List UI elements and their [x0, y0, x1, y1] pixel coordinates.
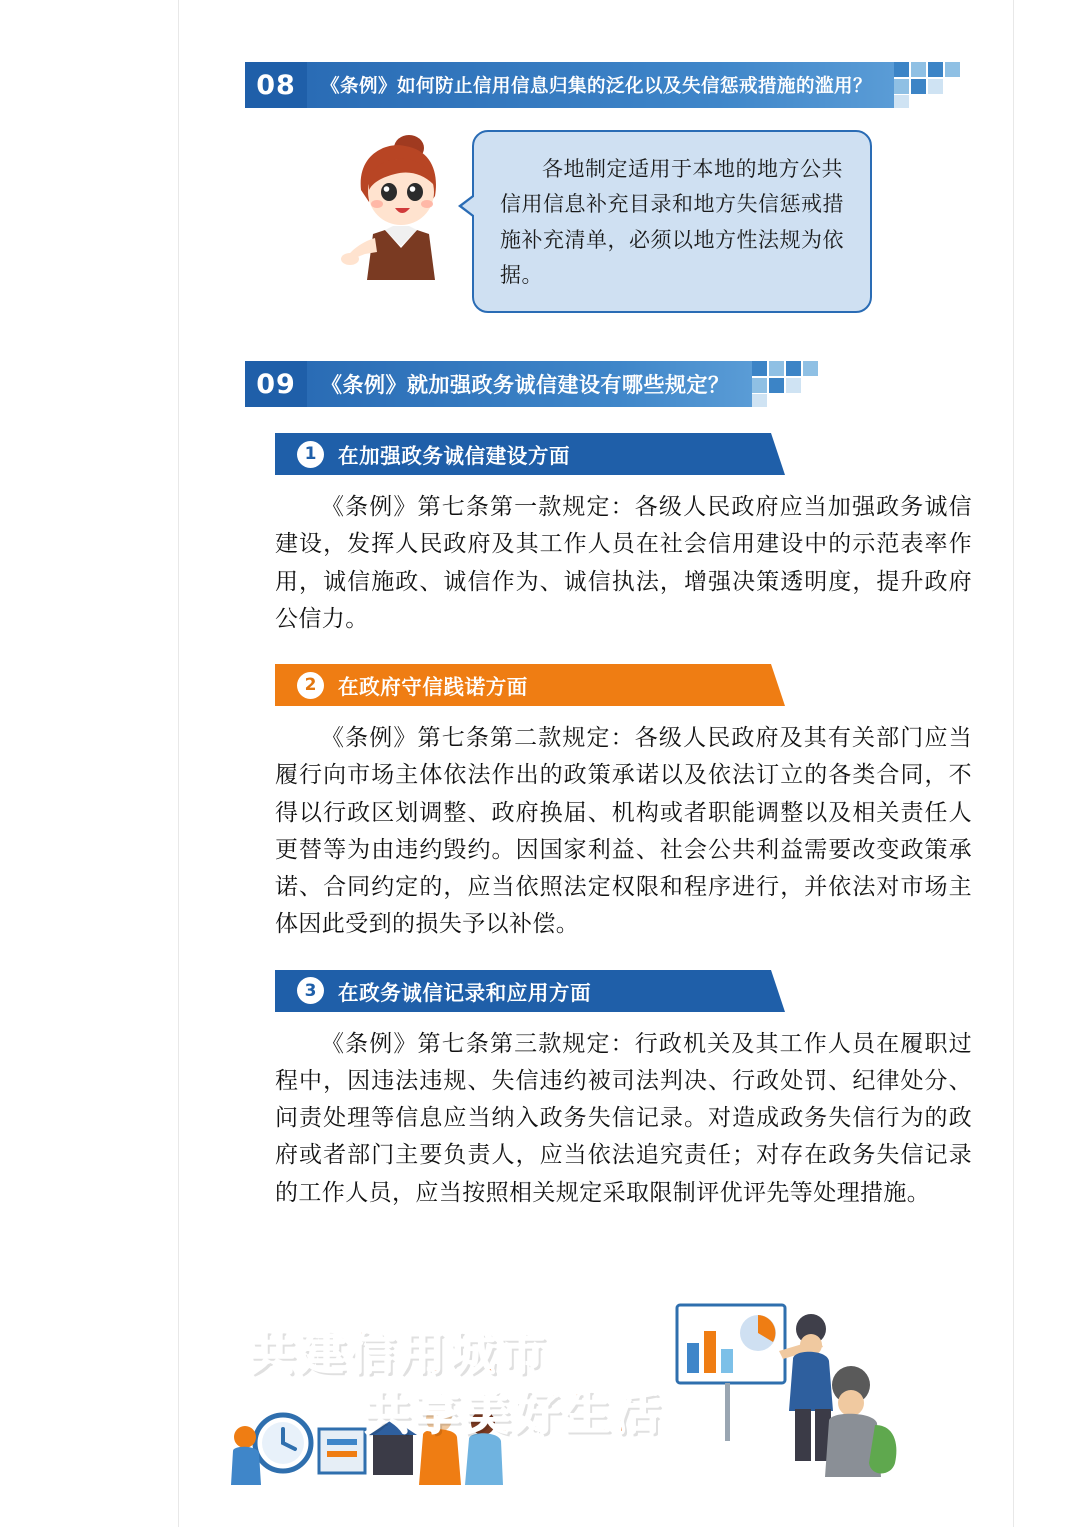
mascot-illustration [339, 130, 464, 295]
subsection-title-3: 在政务诚信记录和应用方面 [338, 980, 592, 1005]
subsection-index-3: 3 [297, 977, 324, 1004]
subsection-title-2: 在政府守信践诺方面 [338, 675, 528, 700]
footer-slogan-line2: 共享美好生活 [364, 1386, 664, 1440]
question-header-08 [245, 62, 1014, 108]
student-illustration [799, 1359, 919, 1484]
page-left-margin [0, 0, 179, 1527]
question-number-09: 09 [245, 361, 307, 407]
footer-banner [179, 1299, 1014, 1509]
answer-bubble-08 [472, 130, 872, 313]
subsection-bar-2 [275, 664, 785, 706]
page-content [179, 0, 1014, 1527]
checker-decoration-09 [752, 361, 818, 407]
subsection-body-1: 《条例》第七条第一款规定：各级人民政府应当加强政务诚信建设，发挥人民政府及其工作人员在社会信用建设中的示范表率作用，诚信施政、诚信作为、诚信执法，增强决策透明度，提升政府公信力。 [275, 494, 972, 632]
checker-decoration-08 [894, 62, 960, 108]
question-header-09 [245, 361, 1014, 407]
footer-slogan-line1: 共建信用城市 [249, 1326, 549, 1380]
subsection-title-1: 在加强政务诚信建设方面 [338, 444, 571, 469]
subsection-body-3: 《条例》第七条第三款规定：行政机关及其工作人员在履职过程中，因违法违规、失信违约被司法判决、行政处罚、纪律处分、问责处理等信息应当纳入政务失信记录。对造成政务失信行为的政府或者部门主要负责人，应当依法追究责任；对存在政务失信记录的工作人员，应当按照相关规定采取限制评优评先等处理措施。 [275, 1030, 972, 1206]
question-text-08: 《条例》如何防止信用信息归集的泛化以及失信惩戒措施的滥用？ [307, 62, 894, 108]
page-right-margin [1013, 0, 1080, 1527]
subsection-index-2: 2 [297, 672, 324, 699]
subsection-index-1: 1 [297, 441, 324, 468]
answer-text-08: 各地制定适用于本地的地方公共信用信息补充目录和地方失信惩戒措施补充清单，必须以地方性法规为依据。 [500, 157, 844, 287]
question-text-09: 《条例》就加强政务诚信建设有哪些规定？ [307, 361, 752, 407]
subsection-bar-3 [275, 970, 785, 1012]
subsection-bar-1 [275, 433, 785, 475]
question-number-08: 08 [245, 62, 307, 108]
subsection-body-2: 《条例》第七条第二款规定：各级人民政府及其有关部门应当履行向市场主体依法作出的政策承诺以及依法订立的各类合同，不得以行政区划调整、政府换届、机构或者职能调整以及相关责任人更替等为由违约毁约。因国家利益、社会公共利益需要改变政策承诺、合同约定的，应当依照法定权限和程序进行，并依法对市场主体因此受到的损失予以补偿。 [275, 725, 972, 938]
answer-bubble-row-08 [339, 130, 1014, 313]
